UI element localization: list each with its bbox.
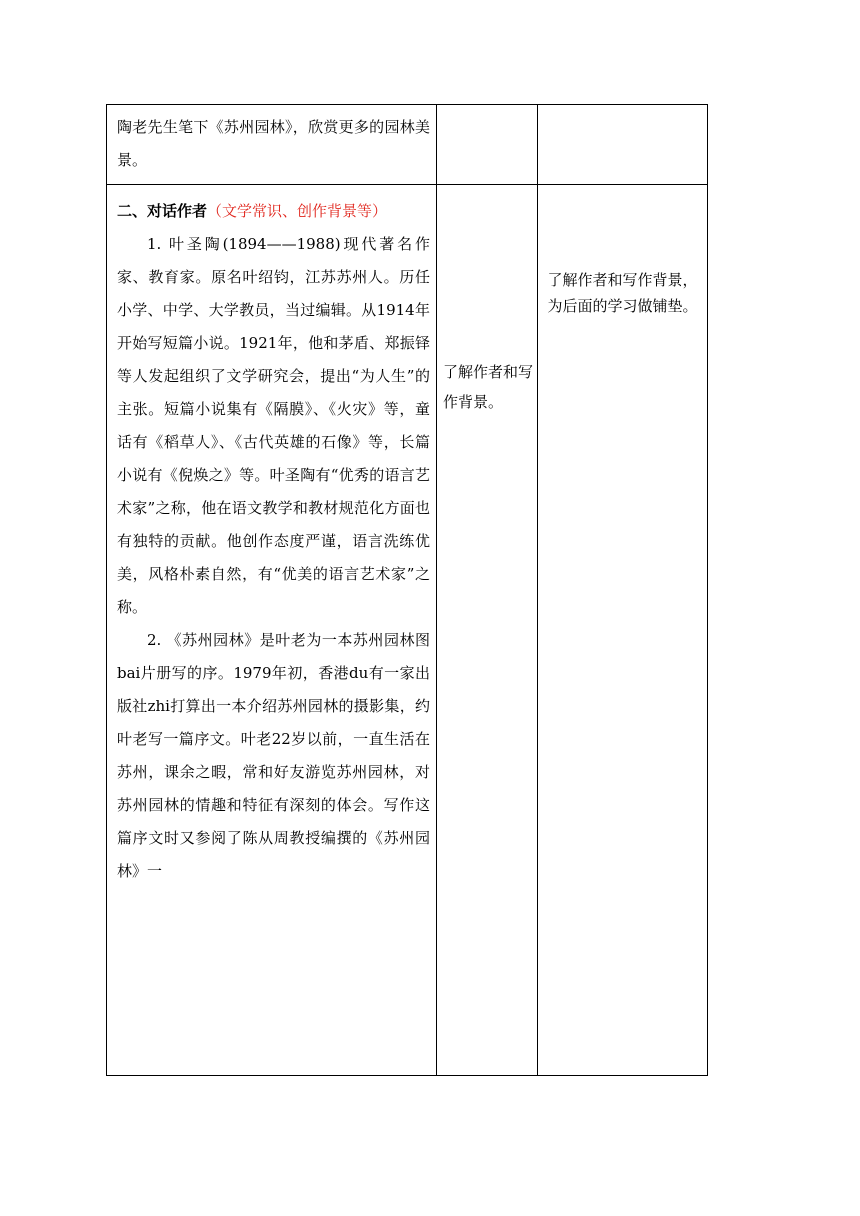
intro-text: 陶老先生笔下《苏州园林》，欣赏更多的园林美景。: [117, 118, 430, 169]
section-heading-note: （文学常识、创作背景等）: [207, 202, 388, 220]
intent-text: 了解作者和写作背景，为后面的学习做铺垫。: [547, 271, 698, 315]
lesson-plan-table: [106, 104, 708, 1076]
table-row: [107, 105, 708, 185]
goal-text: 了解作者和写作背景。: [443, 363, 534, 411]
teaching-content-cell: [107, 105, 437, 185]
table-row: [107, 185, 708, 1076]
intent-cell: [538, 105, 708, 185]
background-paragraph: 2. 《苏州园林》是叶老为一本苏州园林图bai片册写的序。1979年初，香港du有一家出版社zhi打算出一本介绍苏州园林的摄影集，约叶老写一篇序文。叶老22岁以前，一直生活在苏州，课余之暇，常和好友游览苏州园林，对苏州园林的情趣和特征有深刻的体会。写作这篇序文时又参阅了陈从周教授编撰的《苏州园林》一: [117, 631, 430, 880]
teaching-content-cell: [107, 185, 437, 1076]
goal-cell: [437, 185, 538, 1076]
goal-cell: [437, 105, 538, 185]
author-bio-paragraph: 1. 叶圣陶(1894——1988)现代著名作家、教育家。原名叶绍钧，江苏苏州人。历任小学、中学、大学教员，当过编辑。从1914年开始写短篇小说。1921年，他和茅盾、郑振铎等人发起组织了文学研究会，提出“为人生”的主张。短篇小说集有《隔膜》、《火灾》等，童话有《稻草人》、《古代英雄的石像》等，长篇小说有《倪焕之》等。叶圣陶有“优秀的语言艺术家”之称，他在语文教学和教材规范化方面也有独特的贡献。他创作态度严谨，语言洗练优美，风格朴素自然，有“优美的语言艺术家”之称。: [117, 235, 430, 616]
section-heading: [117, 195, 430, 228]
section-heading-text: 二、对话作者: [117, 202, 208, 220]
intent-cell: [538, 185, 708, 1076]
